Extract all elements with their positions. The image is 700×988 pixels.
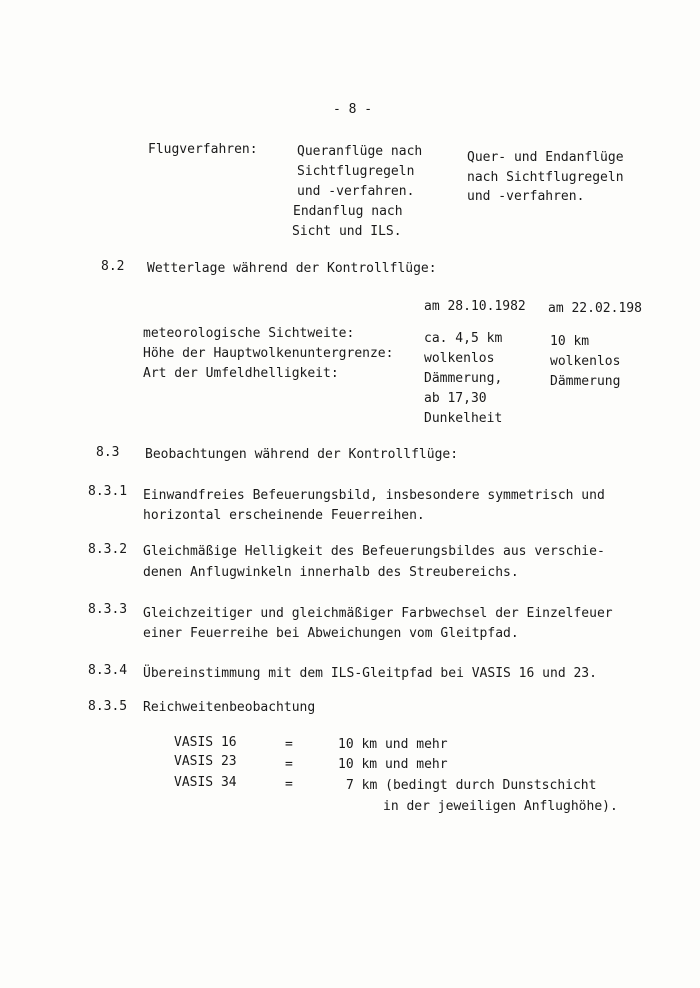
weather-label: Art der Umfeldhelligkeit: (143, 366, 339, 381)
weather-value-col1: Dämmerung, (424, 371, 503, 386)
section-number: 8.3 (96, 445, 120, 460)
vasis-name: VASIS 34 (174, 775, 237, 790)
paragraph-line: horizontal erscheinende Feuerreihen. (143, 508, 425, 523)
vasis-name: VASIS 23 (174, 754, 237, 769)
date-header-1: am 28.10.1982 (424, 299, 526, 314)
section-title: Beobachtungen während der Kontrollflüge: (145, 447, 459, 462)
equals-sign: = (285, 737, 293, 752)
paragraph-line: Gleichmäßige Helligkeit des Befeuerungsbildes aus verschie- (143, 544, 605, 559)
flugverfahren-col1-line: Endanflug nach (293, 204, 403, 219)
weather-value-col1: wolkenlos (424, 351, 495, 366)
subsection-number: 8.3.1 (88, 484, 128, 499)
date-header-2: am 22.02.198 (548, 301, 642, 316)
vasis-value: 10 km und mehr (338, 737, 448, 752)
weather-value-col1: Dunkelheit (424, 411, 503, 426)
weather-label: Höhe der Hauptwolkenuntergrenze: (143, 346, 394, 361)
weather-label: meteorologische Sichtweite: (143, 326, 355, 341)
equals-sign: = (285, 757, 293, 772)
weather-value-col2: 10 km (550, 334, 590, 349)
paragraph-line: Einwandfreies Befeuerungsbild, insbesondere symmetrisch und (143, 488, 605, 503)
paragraph-line: Gleichzeitiger und gleichmäßiger Farbwechsel der Einzelfeuer (143, 606, 613, 621)
vasis-value-continuation: in der jeweiligen Anflughöhe). (383, 799, 618, 814)
section-title: Wetterlage während der Kontrollflüge: (147, 261, 437, 276)
page-number: - 8 - (333, 102, 373, 117)
weather-value-col1: ab 17,30 (424, 391, 487, 406)
subsection-number: 8.3.4 (88, 663, 128, 678)
flugverfahren-col2-line: nach Sichtflugregeln (467, 170, 624, 185)
vasis-value: 10 km und mehr (338, 757, 448, 772)
paragraph-line: einer Feuerreihe bei Abweichungen vom Gleitpfad. (143, 626, 519, 641)
weather-value-col2: Dämmerung (550, 374, 621, 389)
flugverfahren-label: Flugverfahren: (148, 142, 258, 157)
section-number: 8.2 (101, 259, 125, 274)
flugverfahren-col2-line: Quer- und Endanflüge (467, 150, 624, 165)
paragraph-line: denen Anflugwinkeln innerhalb des Streubereichs. (143, 565, 519, 580)
weather-value-col1: ca. 4,5 km (424, 331, 503, 346)
subsection-number: 8.3.3 (88, 602, 128, 617)
equals-sign: = (285, 777, 293, 792)
flugverfahren-col1-line: Queranflüge nach (297, 144, 423, 159)
flugverfahren-col1-line: und -verfahren. (297, 184, 415, 199)
flugverfahren-col1-line: Sichtflugregeln (297, 164, 415, 179)
flugverfahren-col1-line: Sicht und ILS. (292, 224, 402, 239)
section-title: Reichweitenbeobachtung (143, 700, 316, 715)
flugverfahren-col2-line: und -verfahren. (467, 189, 585, 204)
vasis-value: 7 km (bedingt durch Dunstschicht (346, 778, 597, 793)
weather-value-col2: wolkenlos (550, 354, 621, 369)
vasis-name: VASIS 16 (174, 735, 237, 750)
subsection-number: 8.3.2 (88, 542, 128, 557)
subsection-number: 8.3.5 (88, 699, 128, 714)
paragraph-line: Übereinstimmung mit dem ILS-Gleitpfad bei VASIS 16 und 23. (143, 666, 597, 681)
